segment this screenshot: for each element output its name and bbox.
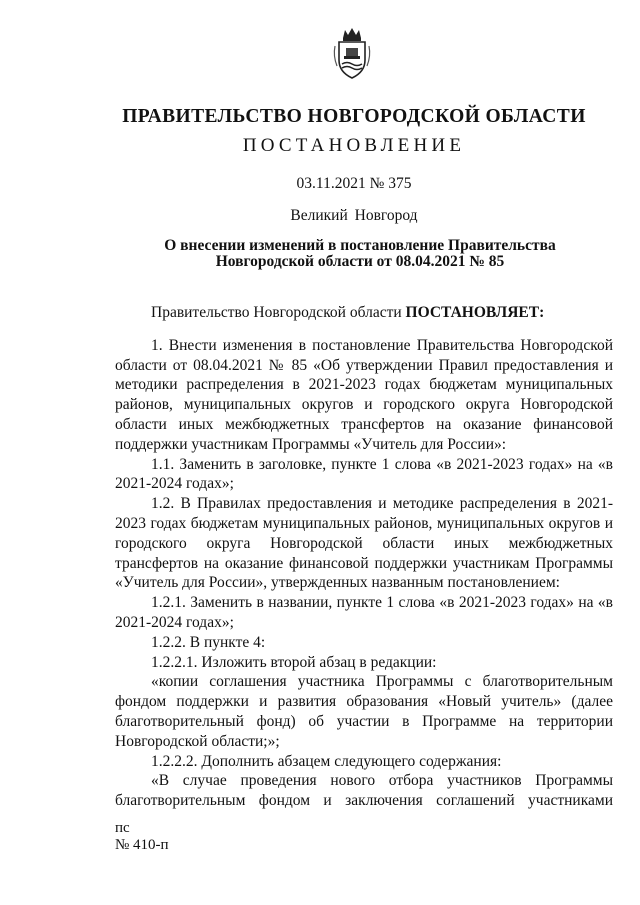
intro-paragraph	[115, 303, 613, 323]
paragraph-1-2-2-1: 1.2.2.1. Изложить второй абзац в редакции:	[151, 653, 437, 671]
paragraph-quote-1: «копии соглашения участника Программы с благотворительным фондом поддержки и развития образования «Новый учитель» (далее благотворительный фонд) об участии в Программе на территории Новгородской области;»;	[115, 673, 613, 750]
coat-of-arms-icon	[331, 26, 373, 80]
footer-code	[115, 820, 169, 854]
footer-code-line-2: № 410-п	[115, 837, 169, 853]
paragraph-1: 1. Внести изменения в постановление Правительства Новгородской области от 08.04.2021 № 85 «Об утверждении Правил предоставления и методики распределения в 2021-2023 годах бюджетам муниципальных районов, муниципальных округов и городского округа Новгородской области иных межбюджетных трансфертов на оказание финансовой поддержки участникам Программы «Учитель для России»:	[115, 336, 613, 453]
intro-text: Правительство Новгородской области	[151, 304, 406, 321]
document-type: ПОСТАНОВЛЕНИЕ	[242, 135, 466, 156]
organization-title: ПРАВИТЕЛЬСТВО НОВГОРОДСКОЙ ОБЛАСТИ	[122, 106, 586, 127]
subject-heading	[160, 238, 560, 270]
paragraph-1-2: 1.2. В Правилах предоставления и методике распределения в 2021-2023 годах бюджетам муниципальных районов, муниципальных округов и городского округа Новгородской области иных межбюджетных трансфертов на оказание финансовой поддержки участникам Программы «Учитель для России», утвержденных названным постановлением:	[115, 495, 613, 592]
date-number: 03.11.2021 № 375	[296, 175, 412, 192]
paragraph-1-2-2-2: 1.2.2.2. Дополнить абзацем следующего содержания:	[151, 752, 502, 770]
intro-decree-word: ПОСТАНОВЛЯЕТ:	[405, 304, 545, 321]
paragraph-1-1: 1.1. Заменить в заголовке, пункте 1 слова «в 2021-2023 годах» на «в 2021-2024 годах»;	[115, 455, 613, 493]
paragraph-1-2-1: 1.2.1. Заменить в названии, пункте 1 слова «в 2021-2023 годах» на «в 2021-2024 годах»;	[115, 594, 613, 631]
paragraph-1-2-2: 1.2.2. В пункте 4:	[151, 633, 266, 651]
subject-line-2: Новгородской области от 08.04.2021 № 85	[215, 253, 505, 270]
city: Великий Новгород	[290, 207, 418, 224]
footer-code-line-1: пс	[115, 820, 130, 836]
subject-line-1: О внесении изменений в постановление Правительства	[164, 237, 556, 254]
document-body	[115, 303, 613, 811]
paragraph-quote-2: «В случае проведения нового отбора участников Программы благотворительным фондом и заключения соглашений участниками	[115, 772, 613, 810]
